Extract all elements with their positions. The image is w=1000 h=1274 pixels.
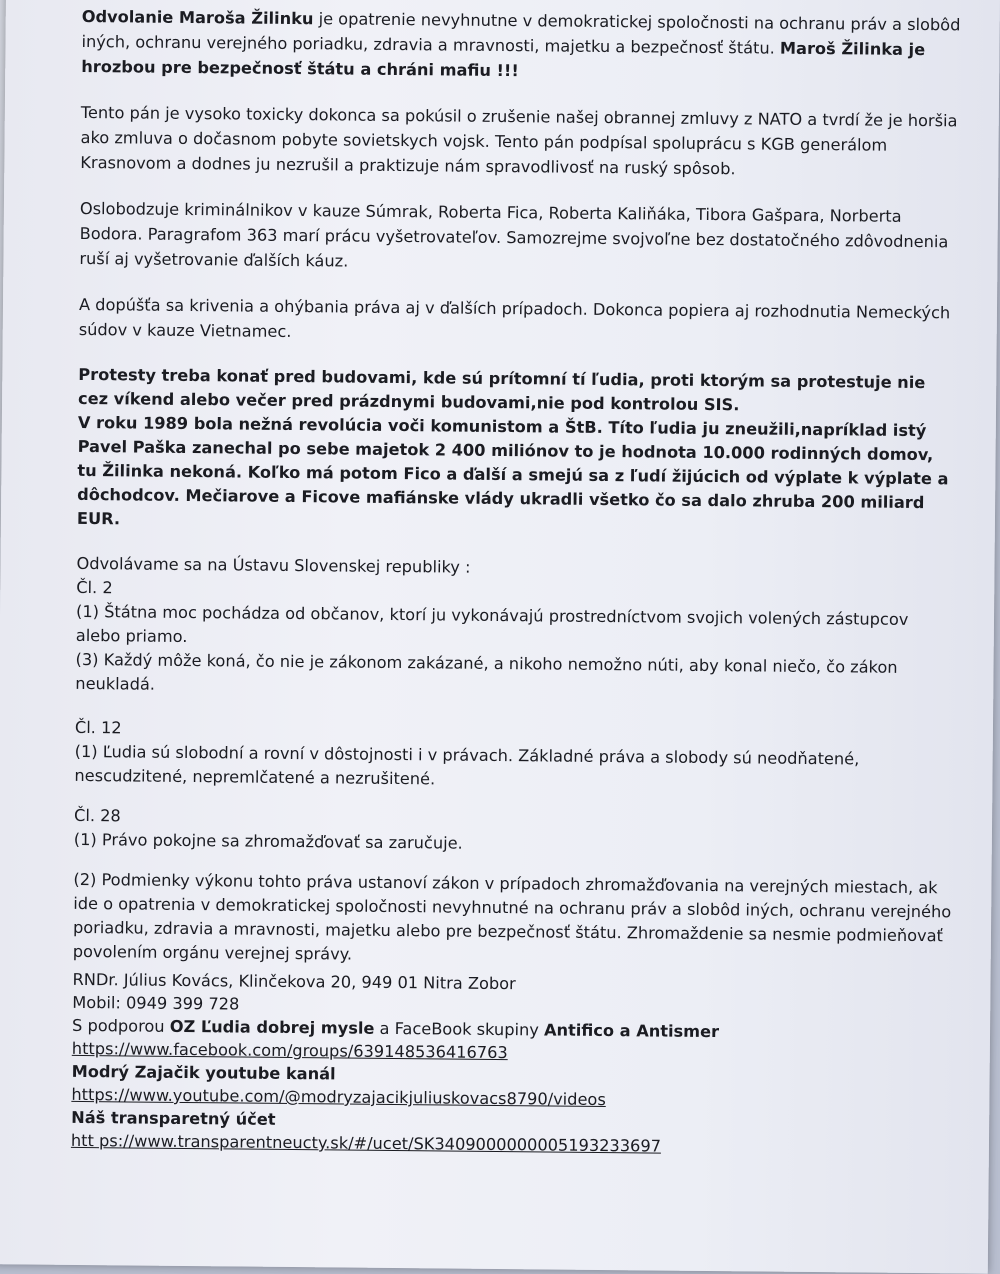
intro-text: je opatrenie nevyhnutne v demokratickej spoločnosti na ochranu práv a slobôd iných, ochranu verejného poriadku, zdravia a mravnosti, majetku a bezpečnosť štátu. xyxy=(81,9,961,58)
intro-bold-claim: Maroš Žilinka je hrozbou pre bezpečnosť štátu a chráni mafiu !!! xyxy=(81,38,926,81)
youtube-link[interactable]: https://www.youtube.com/@modryzajacikjuliuskovacs8790/videos xyxy=(71,1084,606,1110)
intro-bold-lead: Odvolanie Maroša Žilinku xyxy=(81,6,314,29)
paragraph-protests: Protesty treba konať pred budovami, kde sú prítomní tí ľudia, proti ktorým sa protestuje nie cez víkend alebo večer pred prázdnymi budovami,nie pod kontrolou SIS. xyxy=(78,364,926,415)
article-2-clause-3: (3) Každý môže koná, čo nie je zákonom zakázané, a nikoho nemožno núti, aby konal niečo, čo zákon neukladá. xyxy=(75,649,898,694)
article-28-clause-2: (2) Podmienky výkonu tohto práva ustanoví zákon v prípadoch zhromažďovania na verejných miestach, ak ide o opatrenia v demokratickej spoločnosti nevyhnutné na ochranu práv a slobôd iných, ochranu verejného poriadku, zdravia a mravnosti, majetku alebo pre bezpečnosť štátu. Zhromaždenie sa nesmie podmieňovať povolením orgánu verejnej správy. xyxy=(72,869,952,964)
facebook-link[interactable]: https://www.facebook.com/groups/639148536416763 xyxy=(71,1038,508,1063)
account-link[interactable]: htt ps://www.transparentneucty.sk/#/ucet/SK3409000000005193233697 xyxy=(70,1130,662,1156)
article-28-heading: Čl. 28 xyxy=(74,805,121,826)
constitution-intro: Odvolávame sa na Ústavu Slovenskej republiky : xyxy=(76,553,471,577)
paragraph-intro xyxy=(81,4,962,87)
article-2-heading: Čl. 2 xyxy=(76,577,113,598)
article-28-clause-1: (1) Právo pokojne sa zhromažďovať sa zaručuje. xyxy=(73,829,463,853)
contact-name-address: RNDr. Július Kovács, Klinčekova 20, 949 01 Nitra Zobor xyxy=(72,969,516,994)
article-12-clause-1: (1) Ľudia sú slobodní a rovní v dôstojnosti i v právach. Základné práva a slobody sú neodňatené, nescudzitené, nepremlčatené a nezrušitené. xyxy=(74,741,860,789)
support-group: Antifico a Antismer xyxy=(543,1020,720,1042)
article-12-heading: Čl. 12 xyxy=(74,717,122,738)
paragraph-revolution: V roku 1989 bola nežná revolúcia voči komunistom a ŠtB. Títo ľudia ju zneužili,napríklad istý Pavel Paška zanechal po sebe majetok 2 400 miliónov to je hodnota 10.000 rodinných domov, tu Žilinka nekoná. Koľko má potom Fico a ďalší a smejú sa z ľudí žijúcich od výplate k výplate a dôchodcov. Mečiarove a Ficove mafiánske vlády ukradli všetko čo sa dalo zhruba 200 miliard EUR. xyxy=(76,412,949,529)
youtube-title: Modrý Zajačik youtube kanál xyxy=(71,1061,336,1084)
support-organization: OZ Ľudia dobrej mysle xyxy=(169,1016,375,1038)
document-body xyxy=(71,4,962,1160)
paragraph-nato: Tento pán je vysoko toxicky dokonca sa pokúsil o zrušenie našej obrannej zmluvy z NATO a tvrdí že je horšia ako zmluva o dočasnom pobyte sovietskych vojsk. Tento pán podpísal spoluprácu s KGB generálom Krasnovom a dodnes ju nezrušil a praktizuje nám spravodlivosť na ruský spôsob. xyxy=(80,102,958,179)
contact-mobile: Mobil: 0949 399 728 xyxy=(72,992,240,1014)
support-middle: a FaceBook skupiny xyxy=(374,1018,545,1040)
contact-block xyxy=(71,968,953,1160)
account-title: Náš transparetný účet xyxy=(71,1107,276,1129)
constitution-section xyxy=(73,552,957,972)
paragraph-law-bending: A dopúšťa sa krivenia a ohýbania práva aj v ďalších prípadoch. Dokonca popiera aj rozhodnutia Nemeckých súdov v kauze Vietnamec. xyxy=(78,294,951,341)
support-prefix: S podporou xyxy=(71,1015,170,1036)
article-2-clause-1: (1) Štátna moc pochádza od občanov, ktorí ju vykonávajú prostredníctvom svojich volených zástupcov alebo priamo. xyxy=(75,601,909,646)
paragraph-criminals: Oslobodzuje kriminálnikov v kauze Súmrak, Roberta Fica, Roberta Kaliňáka, Tibora Gašpara, Norberta Bodora. Paragrafom 363 marí prácu vyšetrovateľov. Samozrejme svojvoľne bez dostatočného zdôvodnenia ruší aj vyšetrovanie ďalších káuz. xyxy=(79,198,949,271)
